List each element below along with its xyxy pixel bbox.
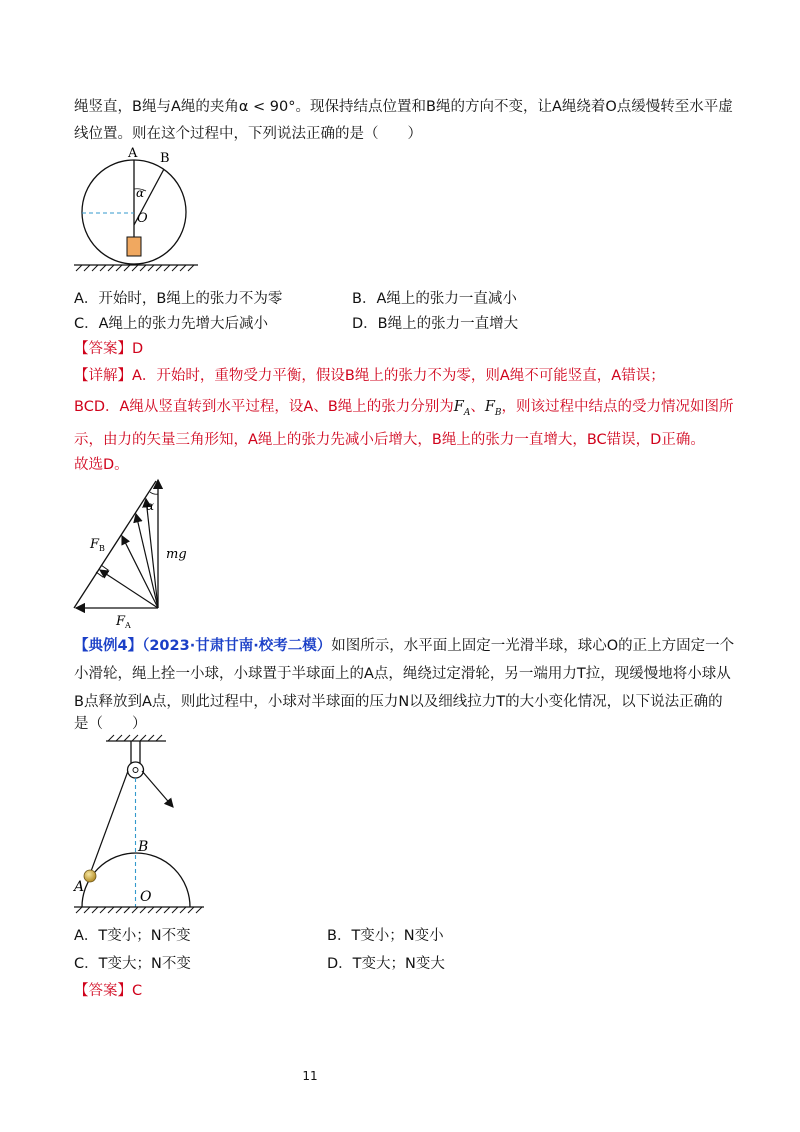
answer-tag: 【答案】 <box>74 983 132 999</box>
label-b: B <box>160 151 170 166</box>
q3-detail-3: 示，由力的矢量三角形知，A绳上的张力先减小后增大，B绳上的张力一直增大，BC错误，D正确。 <box>74 432 705 448</box>
fa-letter: F <box>453 399 464 415</box>
q4-option-d[interactable]: D．T变大；N变大 <box>327 956 445 972</box>
q4-tag: 【典例4】（2023·甘肃甘南·校考二模） <box>74 638 332 654</box>
q3-option-a[interactable]: A．开始时，B绳上的张力不为零 <box>74 291 283 307</box>
page-number: 11 <box>302 1069 318 1083</box>
vector-2 <box>122 536 158 608</box>
detail-text-1: A．开始时，重物受力平衡，假设B绳上的张力不为零，则A绳不可能竖直，A错误； <box>132 368 665 384</box>
fb-label <box>89 537 105 553</box>
label-b: B <box>138 839 149 855</box>
vector-3 <box>136 514 158 608</box>
q4-line-1 <box>74 636 734 656</box>
vector-1 <box>100 570 158 608</box>
rope-to-ball <box>90 771 128 874</box>
label-a: A <box>74 879 85 895</box>
answer-value: D <box>132 341 144 357</box>
q3-option-c[interactable]: C．A绳上的张力先增大后减小 <box>74 316 269 332</box>
q3-line-1: 绳竖直，B绳与A绳的夹角α < 90°。现保持结点位置和B绳的方向不变，让A绳绕着O点缓慢转至水平虚 <box>74 99 733 115</box>
q3-detail-2 <box>74 397 734 423</box>
fb-letter: F <box>484 399 495 415</box>
fb-label-sub: B <box>99 544 105 553</box>
q4-line-4: 是（ ） <box>74 716 147 732</box>
q3-detail-4: 故选D。 <box>74 457 129 473</box>
q4-option-c[interactable]: C．T变大；N不变 <box>74 956 191 972</box>
alpha-label: α <box>146 499 155 513</box>
q4-answer <box>74 981 142 1001</box>
detail-text-2-pre: BCD．A绳从竖直转到水平过程，设A、B绳上的张力分别为 <box>74 399 454 415</box>
mg-label: mg <box>166 547 187 562</box>
q4-option-a[interactable]: A．T变小；N不变 <box>74 928 191 944</box>
pulley-axle <box>133 768 138 773</box>
q3-circle-figure <box>70 145 205 275</box>
weight-block <box>127 237 141 256</box>
ceiling-hatch <box>108 735 162 741</box>
fb-label-letter: F <box>90 537 100 552</box>
ground-hatch <box>76 907 202 913</box>
fa-label <box>115 614 131 630</box>
q3-option-d[interactable]: D．B绳上的张力一直增大 <box>352 316 519 332</box>
q4-line-2: 小滑轮，绳上拴一小球，小球置于半球面上的A点，绳绕过定滑轮，另一端用力T拉，现缓慢地将小球从 <box>74 666 731 682</box>
fa-label-sub: A <box>125 621 131 630</box>
vector-4 <box>146 499 158 608</box>
q3-line-2: 线位置。则在这个过程中，下列说法正确的是（ ） <box>74 126 422 142</box>
q4-option-b[interactable]: B．T变小；N变小 <box>327 928 444 944</box>
q4-line-3: B点释放到A点，则此过程中，小球对半球面的压力N以及细线拉力T的大小变化情况，以下说法正确的 <box>74 694 723 710</box>
label-o: O <box>140 889 152 905</box>
answer-tag: 【答案】 <box>74 341 132 357</box>
q4-line-1-text: 如图所示，水平面上固定一光滑半球，球心O的正上方固定一个 <box>331 638 735 654</box>
detail-text-2-mid: 、 <box>470 399 485 415</box>
fb-symbol <box>484 399 502 418</box>
q3-vector-triangle <box>62 472 202 632</box>
fa-sub: A <box>463 407 471 418</box>
label-o: O <box>137 211 148 226</box>
q3-detail-1 <box>74 366 665 386</box>
alpha-arc <box>150 492 158 494</box>
ground-hatch <box>76 265 194 271</box>
ball <box>84 870 96 882</box>
detail-text-2-post: ，则该过程中结点的受力情况如图所 <box>501 399 734 415</box>
q4-hemisphere-figure <box>70 733 230 913</box>
q3-answer <box>74 339 143 359</box>
fb-sub: B <box>494 407 502 418</box>
detail-tag: 【详解】 <box>74 368 132 384</box>
q3-option-b[interactable]: B．A绳上的张力一直减小 <box>352 291 517 307</box>
pull-rope <box>142 771 173 807</box>
label-a: A <box>128 146 138 161</box>
label-alpha: α <box>136 186 145 200</box>
fa-label-letter: F <box>116 614 126 629</box>
fa-symbol <box>453 399 471 418</box>
answer-value: C <box>132 983 143 999</box>
